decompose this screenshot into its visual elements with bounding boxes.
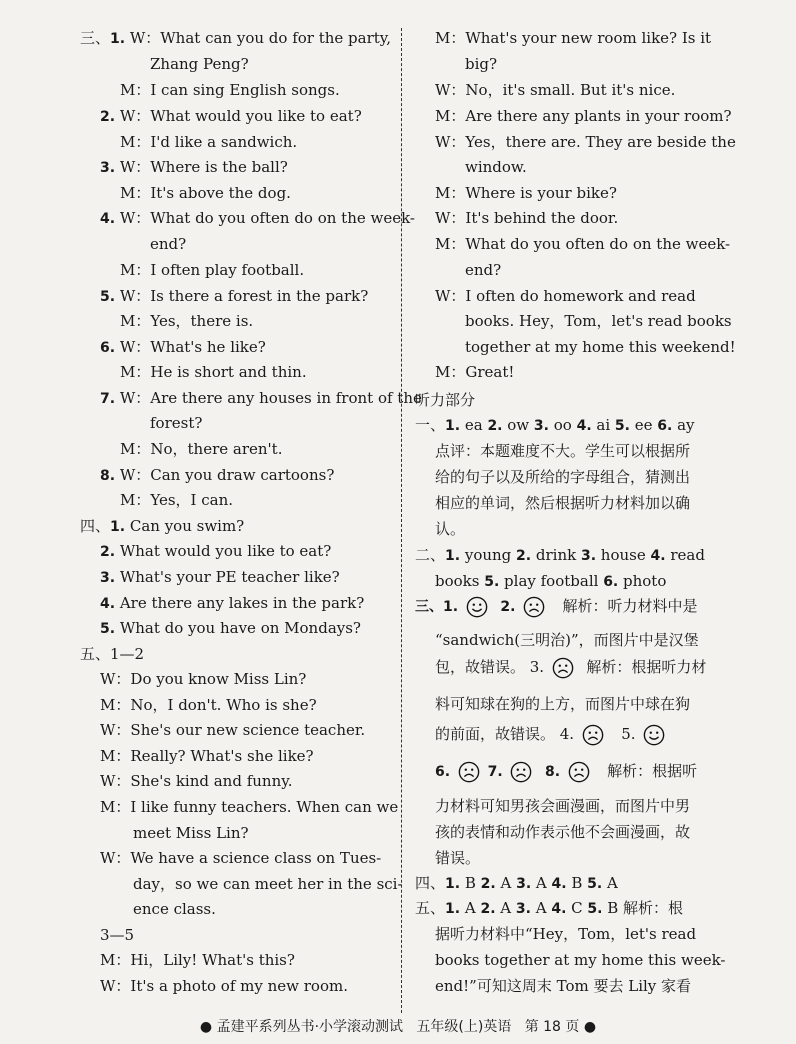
text-line: W：We have a science class on Tues- bbox=[100, 849, 382, 867]
answer-line: 包，故错误。 3. 解析：根据听力材 bbox=[435, 657, 706, 679]
text-line: 5. W：Is there a forest in the park? bbox=[100, 287, 369, 305]
text-line: 四、1. B 2. A 3. A 4. B 5. A bbox=[415, 874, 618, 892]
text-line: 二、1. young 2. drink 3. house 4. read bbox=[415, 546, 705, 564]
text-line: 2. What would you like to eat? bbox=[100, 542, 332, 560]
smile-face-icon bbox=[643, 724, 665, 746]
answer-line: 6. 7. 8. 解析：根据听 bbox=[435, 761, 697, 783]
text-line: books together at my home this week- bbox=[435, 951, 726, 969]
footer-series: 孟建平系列丛书·小学滚动测试 bbox=[216, 1019, 404, 1035]
text-line: M：I like funny teachers. When can we bbox=[100, 798, 399, 816]
column-divider bbox=[401, 28, 402, 1013]
text-line: M：Great! bbox=[435, 363, 515, 381]
text-line: W：She's kind and funny. bbox=[100, 772, 293, 790]
text-line: W：Do you know Miss Lin? bbox=[100, 670, 307, 688]
text-line: W：No，it's small. But it's nice. bbox=[435, 81, 676, 99]
text-line: 8. W：Can you draw cartoons? bbox=[100, 466, 335, 484]
text-line: 3. What's your PE teacher like? bbox=[100, 568, 340, 586]
frown-face-icon bbox=[510, 761, 532, 783]
text-line: M：Yes，I can. bbox=[120, 491, 233, 509]
text-line: end? bbox=[465, 261, 502, 279]
text-line: W：Yes，there are. They are beside the bbox=[435, 133, 736, 151]
answer-line: 料可知球在狗的上方，而图片中球在狗 bbox=[435, 695, 691, 713]
text-line: 四、1. Can you swim? bbox=[80, 517, 245, 535]
frown-face-icon bbox=[552, 657, 574, 679]
text-line: together at my home this weekend! bbox=[465, 338, 736, 356]
text-line: M：Really? What's she like? bbox=[100, 747, 314, 765]
text-line: 认。 bbox=[435, 520, 466, 538]
text-line: 6. W：What's he like? bbox=[100, 338, 266, 356]
text-line: W：She's our new science teacher. bbox=[100, 721, 366, 739]
text-line: 7. W：Are there any houses in front of the bbox=[100, 389, 422, 407]
text-line: 一、1. ea 2. ow 3. oo 4. ai 5. ee 6. ay bbox=[415, 416, 695, 434]
text-line: end!”可知这周末 Tom 要去 Lily 家看 bbox=[435, 977, 692, 995]
page-footer: ● 孟建平系列丛书·小学滚动测试 五年级(上)英语 第 18 页 ● bbox=[199, 1019, 597, 1035]
answer-line: 的前面，故错误。 4. 5. bbox=[435, 724, 668, 746]
text-line: M：What do you often do on the week- bbox=[435, 235, 731, 253]
text-line: books 5. play football 6. photo bbox=[435, 572, 667, 590]
frown-face-icon bbox=[523, 596, 545, 618]
text-line: 据听力材料中“Hey，Tom，let's read bbox=[435, 925, 697, 943]
text-line: W：It's a photo of my new room. bbox=[100, 977, 348, 995]
text-line: M：What's your new room like? Is it bbox=[435, 29, 712, 47]
text-line: 4. Are there any lakes in the park? bbox=[100, 594, 365, 612]
text-line: 给的句子以及所给的字母组合，猜测出 bbox=[435, 468, 691, 486]
text-line: 5. What do you have on Mondays? bbox=[100, 619, 361, 637]
text-line: M：I'd like a sandwich. bbox=[120, 133, 298, 151]
frown-face-icon bbox=[582, 724, 604, 746]
text-line: M：I often play football. bbox=[120, 261, 305, 279]
frown-face-icon bbox=[458, 761, 480, 783]
text-line: M：He is short and thin. bbox=[120, 363, 307, 381]
text-line: big? bbox=[465, 55, 498, 73]
text-line: window. bbox=[465, 158, 527, 176]
text-line: books. Hey，Tom，let's read books bbox=[465, 312, 732, 330]
answer-line: 力材料可知男孩会画漫画，而图片中男 bbox=[435, 797, 691, 815]
text-line: M：No，there aren't. bbox=[120, 440, 283, 458]
text-line: M：Yes，there is. bbox=[120, 312, 254, 330]
answer-line: “sandwich(三明治)”，而图片中是汉堡 bbox=[435, 631, 699, 649]
text-line: M：It's above the dog. bbox=[120, 184, 291, 202]
text-line: M：I can sing English songs. bbox=[120, 81, 340, 99]
text-line: 4. W：What do you often do on the week- bbox=[100, 209, 415, 227]
text-line: meet Miss Lin? bbox=[133, 824, 249, 842]
text-line: ence class. bbox=[133, 900, 216, 918]
text-line: Zhang Peng? bbox=[150, 55, 249, 73]
smile-face-icon bbox=[466, 596, 488, 618]
answer-line: 孩的表情和动作表示他不会画漫画，故 bbox=[435, 823, 691, 841]
text-line: M：Are there any plants in your room? bbox=[435, 107, 732, 125]
text-line: 3—5 bbox=[100, 926, 135, 944]
text-line: 三、1. W：What can you do for the party, bbox=[80, 29, 392, 47]
text-line: 听力部分 bbox=[415, 391, 476, 409]
footer-page: 第 18 页 bbox=[524, 1019, 580, 1035]
text-line: 五、1. A 2. A 3. A 4. C 5. B 解析：根 bbox=[415, 899, 684, 917]
text-line: M：Where is your bike? bbox=[435, 184, 617, 202]
text-line: 3. W：Where is the ball? bbox=[100, 158, 288, 176]
text-line: M：Hi，Lily! What's this? bbox=[100, 951, 295, 969]
frown-face-icon bbox=[568, 761, 590, 783]
text-line: W：It's behind the door. bbox=[435, 209, 619, 227]
text-line: W：I often do homework and read bbox=[435, 287, 696, 305]
answer-line: 错误。 bbox=[435, 849, 481, 867]
answer-line: 三、1. 2. 解析：听力材料中是 bbox=[415, 596, 698, 618]
footer-grade: 五年级(上)英语 bbox=[416, 1019, 512, 1035]
text-line: forest? bbox=[150, 414, 203, 432]
text-line: day，so we can meet her in the sci- bbox=[133, 875, 403, 893]
text-line: end? bbox=[150, 235, 187, 253]
text-line: 五、1—2 bbox=[80, 645, 145, 663]
text-line: 2. W：What would you like to eat? bbox=[100, 107, 362, 125]
text-line: M：No，I don't. Who is she? bbox=[100, 696, 317, 714]
text-line: 点评：本题难度不大。学生可以根据所 bbox=[435, 442, 691, 460]
text-line: 相应的单词，然后根据听力材料加以确 bbox=[435, 494, 691, 512]
